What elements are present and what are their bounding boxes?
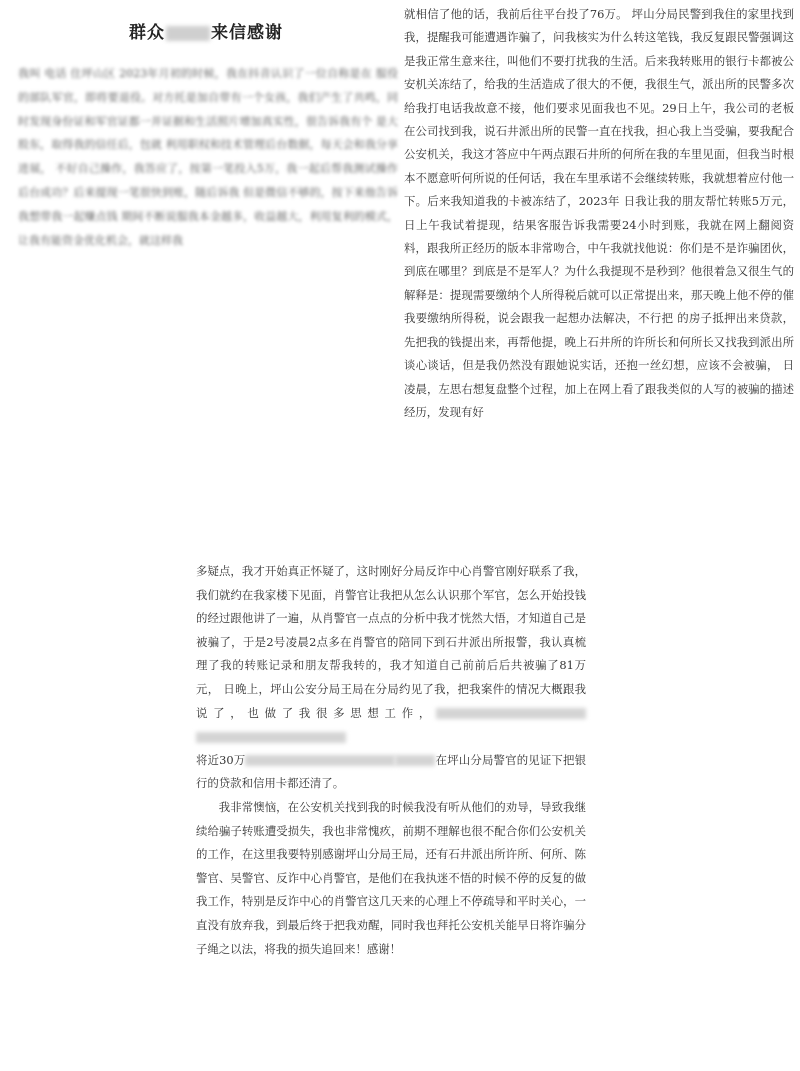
paragraph-text: 多疑点，我才开始真正怀疑了，这时刚好分局反诈中心肖警官刚好联系了我，我们就约在我家楼下见面，肖警官让我把从怎么认识那个军官，怎么开始投钱的经过跟他讲了一遍，从肖警官一点点的分析中我才恍然大悟，才知道自己是被骗了，于是2号凌晨2点多在肖警官的陪同下到石井派出所报警，我认真梳理了我的转账记录和朋友帮我转的，我才知道自己前前后后共被骗了81万元， 日晚上，坪山公安分局王局在分局约见了我，把我案件的情况大概跟我说了，也做了我很多思想工作，	[196, 564, 586, 720]
paragraph-continued	[196, 560, 586, 749]
right-column-text: 就相信了他的话，我前后往平台投了76万。 坪山分局民警到我住的家里找到我，提醒我可能遭遇诈骗了，问我核实为什么转这笔钱，我反复跟民警强调这是我正常生意来往，叫他们不要打扰我的生活。后来我转账用的银行卡都被公安机关冻结了，给我的生活造成了很大的不便，我很生气，派出所的民警多次给我打电话我故意不接，他们要求见面我也不见。29日上午，我公司的老板在公司找到我，说石井派出所的民警一直在找我，担心我上当受骗，要我配合公安机关，我这才答应中午两点跟石井所的何所在我的车里见面，但我当时根本不愿意听何所说的任何话，我在车里承诺不会继续转账，我就想着应付他一下。后来我知道我的卡被冻结了，2023年 日我让我的朋友帮忙转账5万元， 日上午我试着提现，结果客服告诉我需要24小时到账，我就在网上翻阅资料，跟我所正经历的版本非常吻合，中午我就找他说：你们是不是诈骗团伙，到底在哪里？到底是不是军人？为什么我提现不是秒到？他很着急又很生气的解释是：提现需要缴纳个人所得税后就可以正常提出来，那天晚上他不停的催我要缴纳所得税，说会跟我一起想办法解决，不行把 的房子抵押出来贷款，先把我的钱提出来，再帮他提，晚上石井所的许所长和何所长又找我到派出所谈心谈话，但是我仍然没有跟她说实话，还抱一丝幻想，应该不会被骗， 日凌晨，左思右想复盘整个过程，加上在网上看了跟我类似的人写的被骗的描述经历，发现有好	[404, 7, 794, 419]
bottom-column-text	[196, 560, 586, 961]
letter-title	[10, 18, 402, 43]
letter-page-bottom	[196, 560, 586, 1000]
redacted-amount	[395, 755, 435, 766]
paragraph-text: 我非常懊恼，在公安机关找到我的时候我没有听从他们的劝导，导致我继续给骗子转账遭受损失，我也非常愧疚，前期不理解也很不配合你们公安机关的工作，在这里我要特别感谢坪山分局王局，还有石井派出所许所、何所、陈警官、吴警官、反诈中心肖警官，是他们在我执迷不悟的时候不停的反复的做我工作，特别是反诈中心的肖警官这几天来的心理上不停疏导和平时关心，一直没有放弃我，到最后终于把我劝醒，同时我也拜托公安机关能早日将诈骗分子绳之以法，将我的损失追回来！感谢！	[196, 799, 586, 956]
paragraph-text: 在坪山分局警官的见证下把银行的贷款和信用卡都还清了。	[196, 752, 586, 791]
paragraph-text: 将近30万	[196, 752, 246, 767]
left-body-text: 我叫 电话 住坪山区 2023年月初的时候，我在抖音认识了一位自称是在 服役的部队军官，即将要退役。对方托是加自带有一个女孩，我们产生了共鸣，同时发现身份证和军官证都一并证据和生活照片增加真实性，很告诉我有个 是大股东，取得我的信任后，包就 利用职权和技术管理后台数据，每天会和我分享进展， 不好自己操作，我答应了，按第一笔投入5万，我一起后帮我测试操作后台成功？后来提现一笔很快到账，随后诉我 但是微信不够的，按下来他告诉我想带我一起赚点钱 期间不断说服我本金越多，收益越大，利用复利的模式，让我有能资金优化机会，就这样我	[18, 67, 398, 247]
title-suffix: 来信感谢	[211, 23, 283, 43]
letter-page-right	[404, 0, 794, 532]
paragraph-continued	[196, 749, 586, 796]
redacted-line	[436, 708, 586, 719]
redacted-amount	[245, 755, 395, 766]
title-prefix: 群众	[129, 23, 165, 43]
redacted-line	[196, 732, 346, 743]
paragraph	[196, 796, 586, 961]
letter-page-left	[10, 0, 402, 532]
redacted-name	[166, 26, 210, 41]
